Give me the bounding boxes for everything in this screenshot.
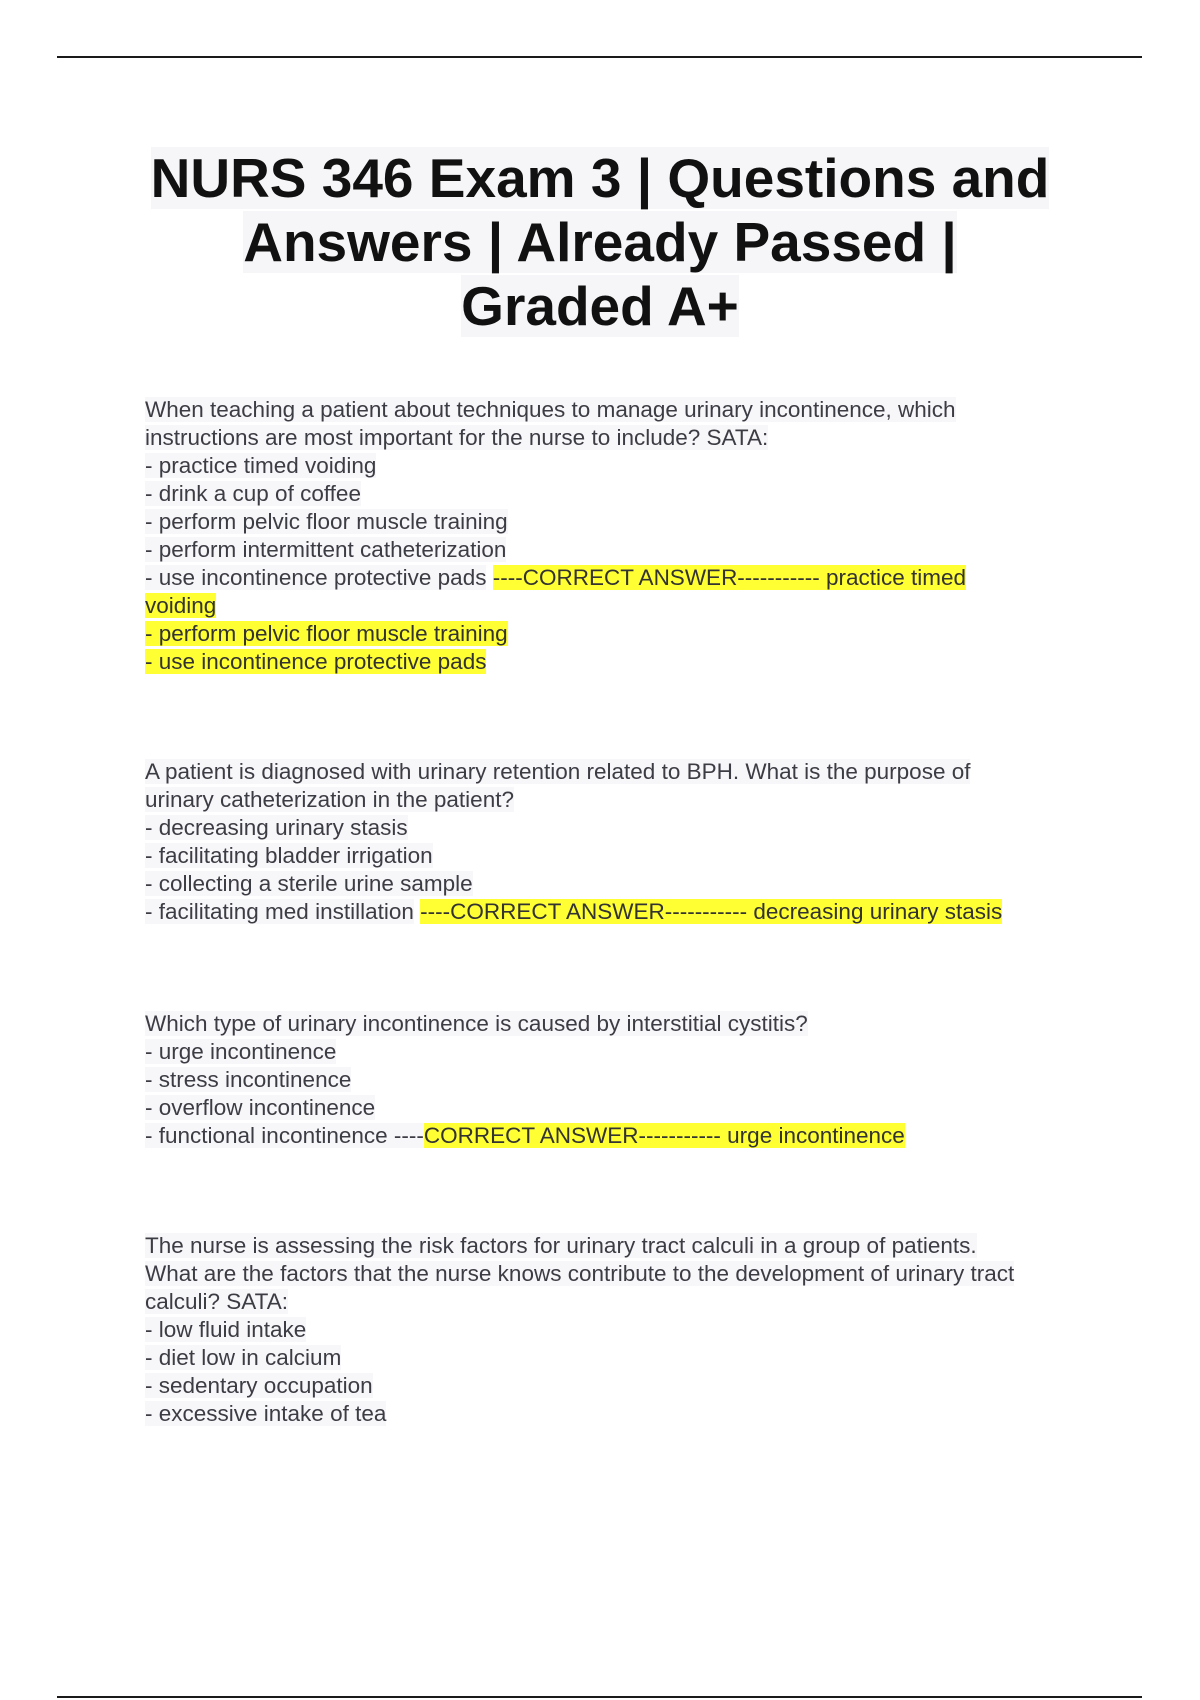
question-stem: A patient is diagnosed with urinary retention related to BPH. What is the purpose of [145, 759, 971, 784]
question-stem: instructions are most important for the nurse to include? SATA: [145, 425, 769, 450]
correct-answer-highlight: - perform pelvic floor muscle training [145, 621, 508, 646]
question-stem: The nurse is assessing the risk factors for urinary tract calculi in a group of patients. [145, 1233, 977, 1258]
answer-option: - functional incontinence [145, 1123, 388, 1148]
answer-option: - facilitating bladder irrigation [145, 843, 433, 868]
question-stem: What are the factors that the nurse knows contribute to the development of urinary tract [145, 1261, 1015, 1286]
answer-option: - overflow incontinence [145, 1095, 376, 1120]
question-block-3 [145, 1010, 1090, 1150]
correct-answer-highlight: - use incontinence protective pads [145, 649, 487, 674]
question-stem: calculi? SATA: [145, 1289, 288, 1314]
answer-option: - practice timed voiding [145, 453, 377, 478]
correct-answer-highlight: CORRECT ANSWER----------- urge incontinence [423, 1123, 905, 1148]
correct-answer-highlight: voiding [145, 593, 217, 618]
correct-answer-highlight: ----CORRECT ANSWER----------- decreasing urinary stasis [420, 899, 1003, 924]
answer-option: - urge incontinence [145, 1039, 337, 1064]
question-stem: urinary catheterization in the patient? [145, 787, 514, 812]
answer-option: - sedentary occupation [145, 1373, 373, 1398]
question-block-2 [145, 758, 1090, 926]
title-line-1: NURS 346 Exam 3 | Questions and [150, 147, 1050, 209]
answer-option: - stress incontinence [145, 1067, 352, 1092]
answer-option: - perform pelvic floor muscle training [145, 509, 508, 534]
question-stem: When teaching a patient about techniques to manage urinary incontinence, which [145, 397, 956, 422]
answer-option: - drink a cup of coffee [145, 481, 361, 506]
answer-option: - excessive intake of tea [145, 1401, 387, 1426]
page-title [0, 146, 1200, 338]
question-block-4 [145, 1232, 1090, 1428]
correct-answer-highlight: ----CORRECT ANSWER----------- practice timed [492, 565, 967, 590]
answer-separator: ---- [387, 1123, 424, 1148]
answer-option: - facilitating med instillation [145, 899, 414, 924]
answer-option: - low fluid intake [145, 1317, 307, 1342]
answer-option: - use incontinence protective pads [145, 565, 487, 590]
question-block-1 [145, 396, 1090, 676]
answer-option: - perform intermittent catheterization [145, 537, 507, 562]
header-rule [57, 56, 1142, 58]
question-stem: Which type of urinary incontinence is caused by interstitial cystitis? [145, 1011, 808, 1036]
title-line-3: Graded A+ [461, 275, 739, 337]
answer-option: - diet low in calcium [145, 1345, 342, 1370]
answer-option: - collecting a sterile urine sample [145, 871, 473, 896]
answer-option: - decreasing urinary stasis [145, 815, 408, 840]
title-line-2: Answers | Already Passed | [243, 211, 957, 273]
footer-rule [57, 1696, 1142, 1698]
